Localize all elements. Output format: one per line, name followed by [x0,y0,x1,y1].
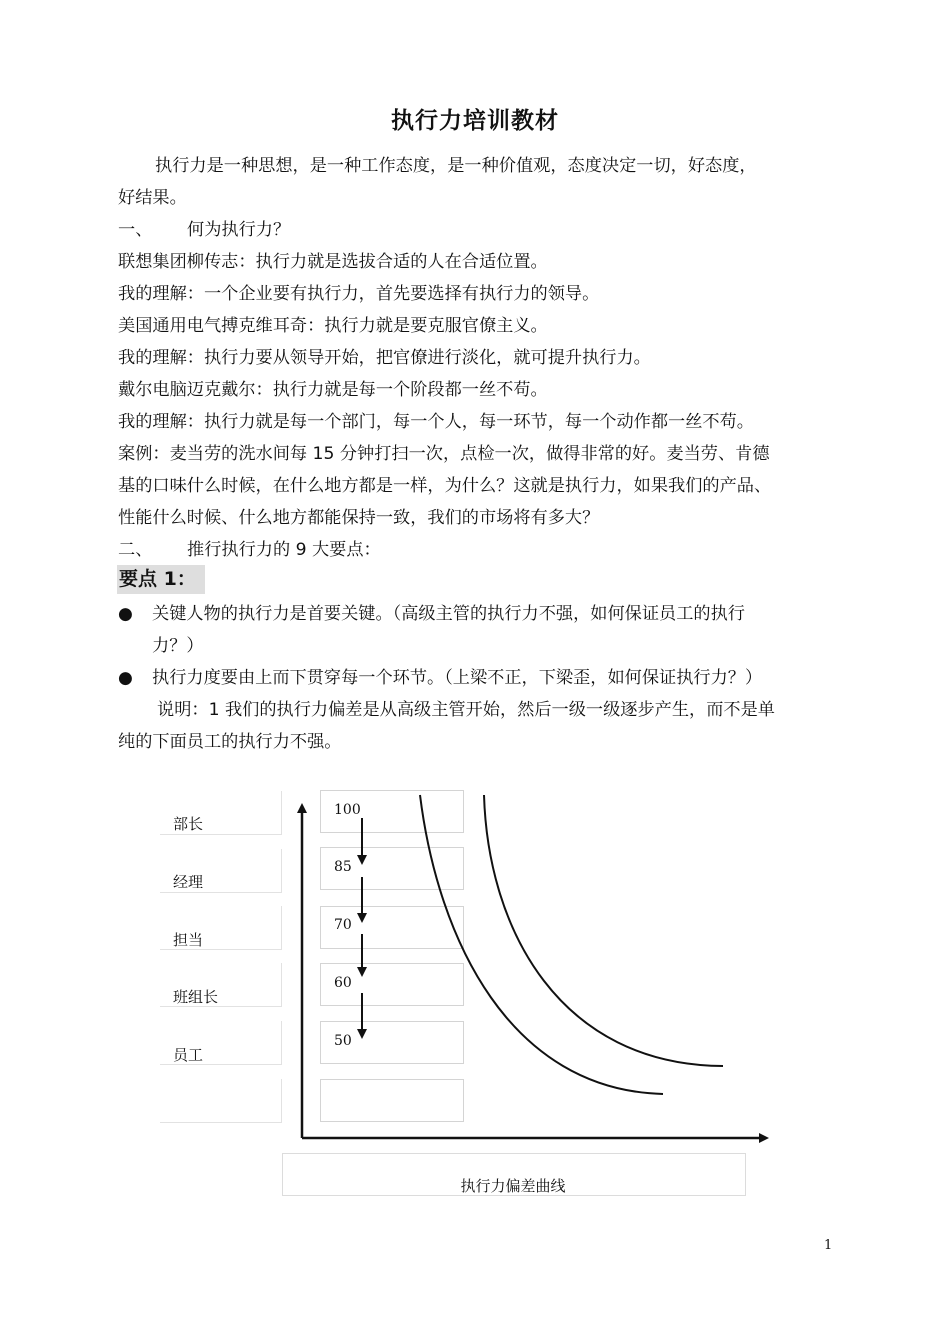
role-label: 员工 [173,1046,204,1064]
bullet-1-line-2: 力？） [152,636,204,656]
section-1-number: 一、 [118,220,153,240]
bullet-1-line-1: 关键人物的执行力是首要关键。（高级主管的执行力不强，如何保证员工的执行 [152,604,745,624]
page-title: 执行力培训教材 [391,108,559,134]
role-label: 部长 [173,815,204,833]
deviation-curve-outer [484,795,723,1066]
bullet-icon: ● [118,668,133,688]
value-label: 50 [334,1033,352,1049]
note-line-2: 纯的下面员工的执行力不强。 [118,732,342,752]
value-label: 85 [334,859,352,875]
intro-line-2: 好结果。 [118,188,187,208]
value-label: 60 [334,975,352,991]
role-label: 经理 [173,873,204,891]
case-line: 性能什么时候、什么地方都能保持一致，我们的市场将有多大？ [118,508,600,528]
bullet-icon: ● [118,604,133,624]
quote-line: 美国通用电气搏克维耳奇：执行力就是要克服官僚主义。 [118,316,548,336]
key-point-label: 要点 1： [117,565,205,594]
role-label: 班组长 [173,988,219,1006]
case-line: 案例：麦当劳的洗水间每 15 分钟打扫一次，点检一次，做得非常的好。麦当劳、肯德 [118,444,770,464]
section-2-number: 二、 [118,540,153,560]
intro-line-1: 执行力是一种思想，是一种工作态度，是一种价值观，态度决定一切，好态度， [155,156,757,176]
note-line-1: 说明：1 我们的执行力偏差是从高级主管开始，然后一级一级逐步产生，而不是单 [157,700,775,720]
deviation-curve-inner [420,795,663,1094]
quote-line: 戴尔电脑迈克戴尔：执行力就是每一个阶段都一丝不苟。 [118,380,548,400]
page-number: 1 [824,1238,833,1253]
quote-line: 联想集团柳传志：执行力就是选拔合适的人在合适位置。 [118,252,548,272]
section-1-heading: 何为执行力？ [187,220,291,240]
diagram-caption: 执行力偏差曲线 [460,1177,566,1195]
case-line: 基的口味什么时候，在什么地方都是一样，为什么？这就是执行力，如果我们的产品、 [118,476,772,496]
quote-line: 我的理解：执行力要从领导开始，把官僚进行淡化，就可提升执行力。 [118,348,651,368]
value-label: 70 [334,917,352,933]
quote-line: 我的理解：一个企业要有执行力，首先要选择有执行力的领导。 [118,284,600,304]
quote-line: 我的理解：执行力就是每一个部门，每一个人，每一环节，每一个动作都一丝不苟。 [118,412,754,432]
role-label: 担当 [173,931,204,949]
bullet-2-line-1: 执行力度要由上而下贯穿每一个环节。（上梁不正，下梁歪，如何保证执行力？） [152,668,763,688]
section-2-heading: 推行执行力的 9 大要点： [187,540,381,560]
value-label: 100 [334,802,361,818]
